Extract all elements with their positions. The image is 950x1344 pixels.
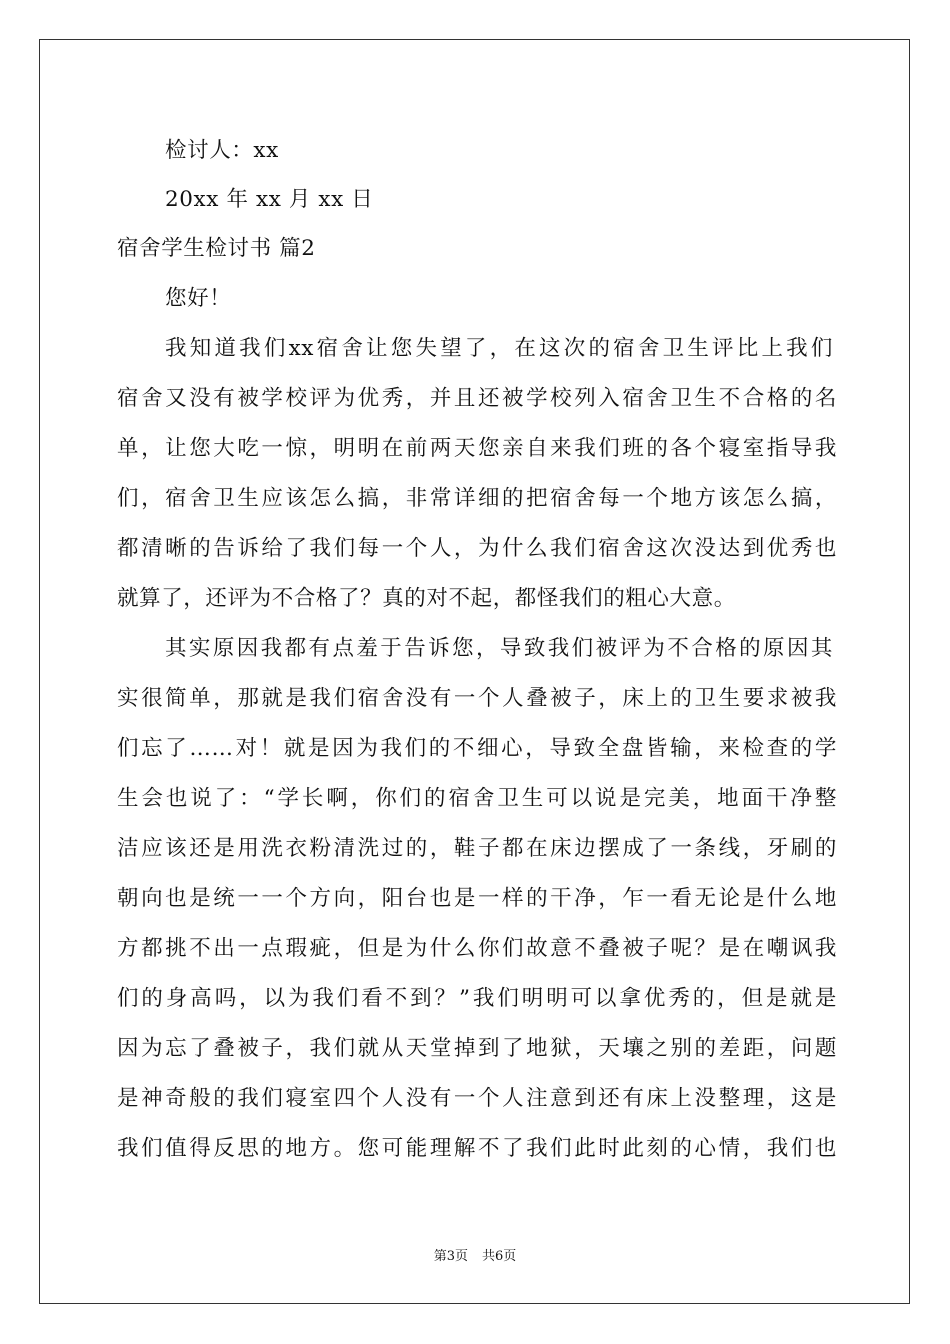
body-line: 我知道我们xx宿舍让您失望了，在这次的宿舍卫生评比上我们 (165, 336, 833, 361)
body-line: 生会也说了：“学长啊，你们的宿舍卫生可以说是完美，地面干净整 (117, 786, 837, 811)
greeting: 您好！ (165, 286, 232, 311)
body-line: 我们值得反思的地方。您可能理解不了我们此时此刻的心情，我们也 (117, 1136, 837, 1161)
signature-line: 检讨人：xx (165, 138, 279, 163)
page-total: 共6页 (482, 1249, 517, 1264)
body-line: 宿舍又没有被学校评为优秀，并且还被学校列入宿舍卫生不合格的名 (117, 386, 837, 411)
body-line: 洁应该还是用洗衣粉清洗过的，鞋子都在床边摆成了一条线，牙刷的 (117, 836, 837, 861)
body-line: 是神奇般的我们寝室四个人没有一个人注意到还有床上没整理，这是 (117, 1086, 837, 1111)
body-line: 都清晰的告诉给了我们每一个人，为什么我们宿舍这次没达到优秀也 (117, 536, 837, 561)
page-border (39, 39, 910, 1304)
body-line: 就算了，还评为不合格了？真的对不起，都怪我们的粗心大意。 (117, 586, 736, 611)
body-line: 方都挑不出一点瑕疵，但是为什么你们故意不叠被子呢？是在嘲讽我 (117, 936, 837, 961)
body-line: 们，宿舍卫生应该怎么搞，非常详细的把宿舍每一个地方该怎么搞， (117, 486, 837, 511)
body-line: 其实原因我都有点羞于告诉您，导致我们被评为不合格的原因其 (165, 636, 833, 661)
body-line: 们的身高吗，以为我们看不到？”我们明明可以拿优秀的，但是就是 (117, 986, 837, 1011)
body-line: 因为忘了叠被子，我们就从天堂掉到了地狱，天壤之别的差距，问题 (117, 1036, 837, 1061)
body-line: 单，让您大吃一惊，明明在前两天您亲自来我们班的各个寝室指导我 (117, 436, 837, 461)
page-footer (0, 1245, 950, 1264)
section-title: 宿舍学生检讨书 篇2 (117, 236, 316, 261)
body-line: 朝向也是统一一个方向，阳台也是一样的干净，乍一看无论是什么地 (117, 886, 837, 911)
date-line: 20xx 年 xx 月 xx 日 (165, 187, 374, 212)
body-line: 实很简单，那就是我们宿舍没有一个人叠被子，床上的卫生要求被我 (117, 686, 837, 711)
body-line: 们忘了……对！就是因为我们的不细心，导致全盘皆输，来检查的学 (117, 736, 837, 761)
page-number: 第3页 (433, 1249, 468, 1264)
